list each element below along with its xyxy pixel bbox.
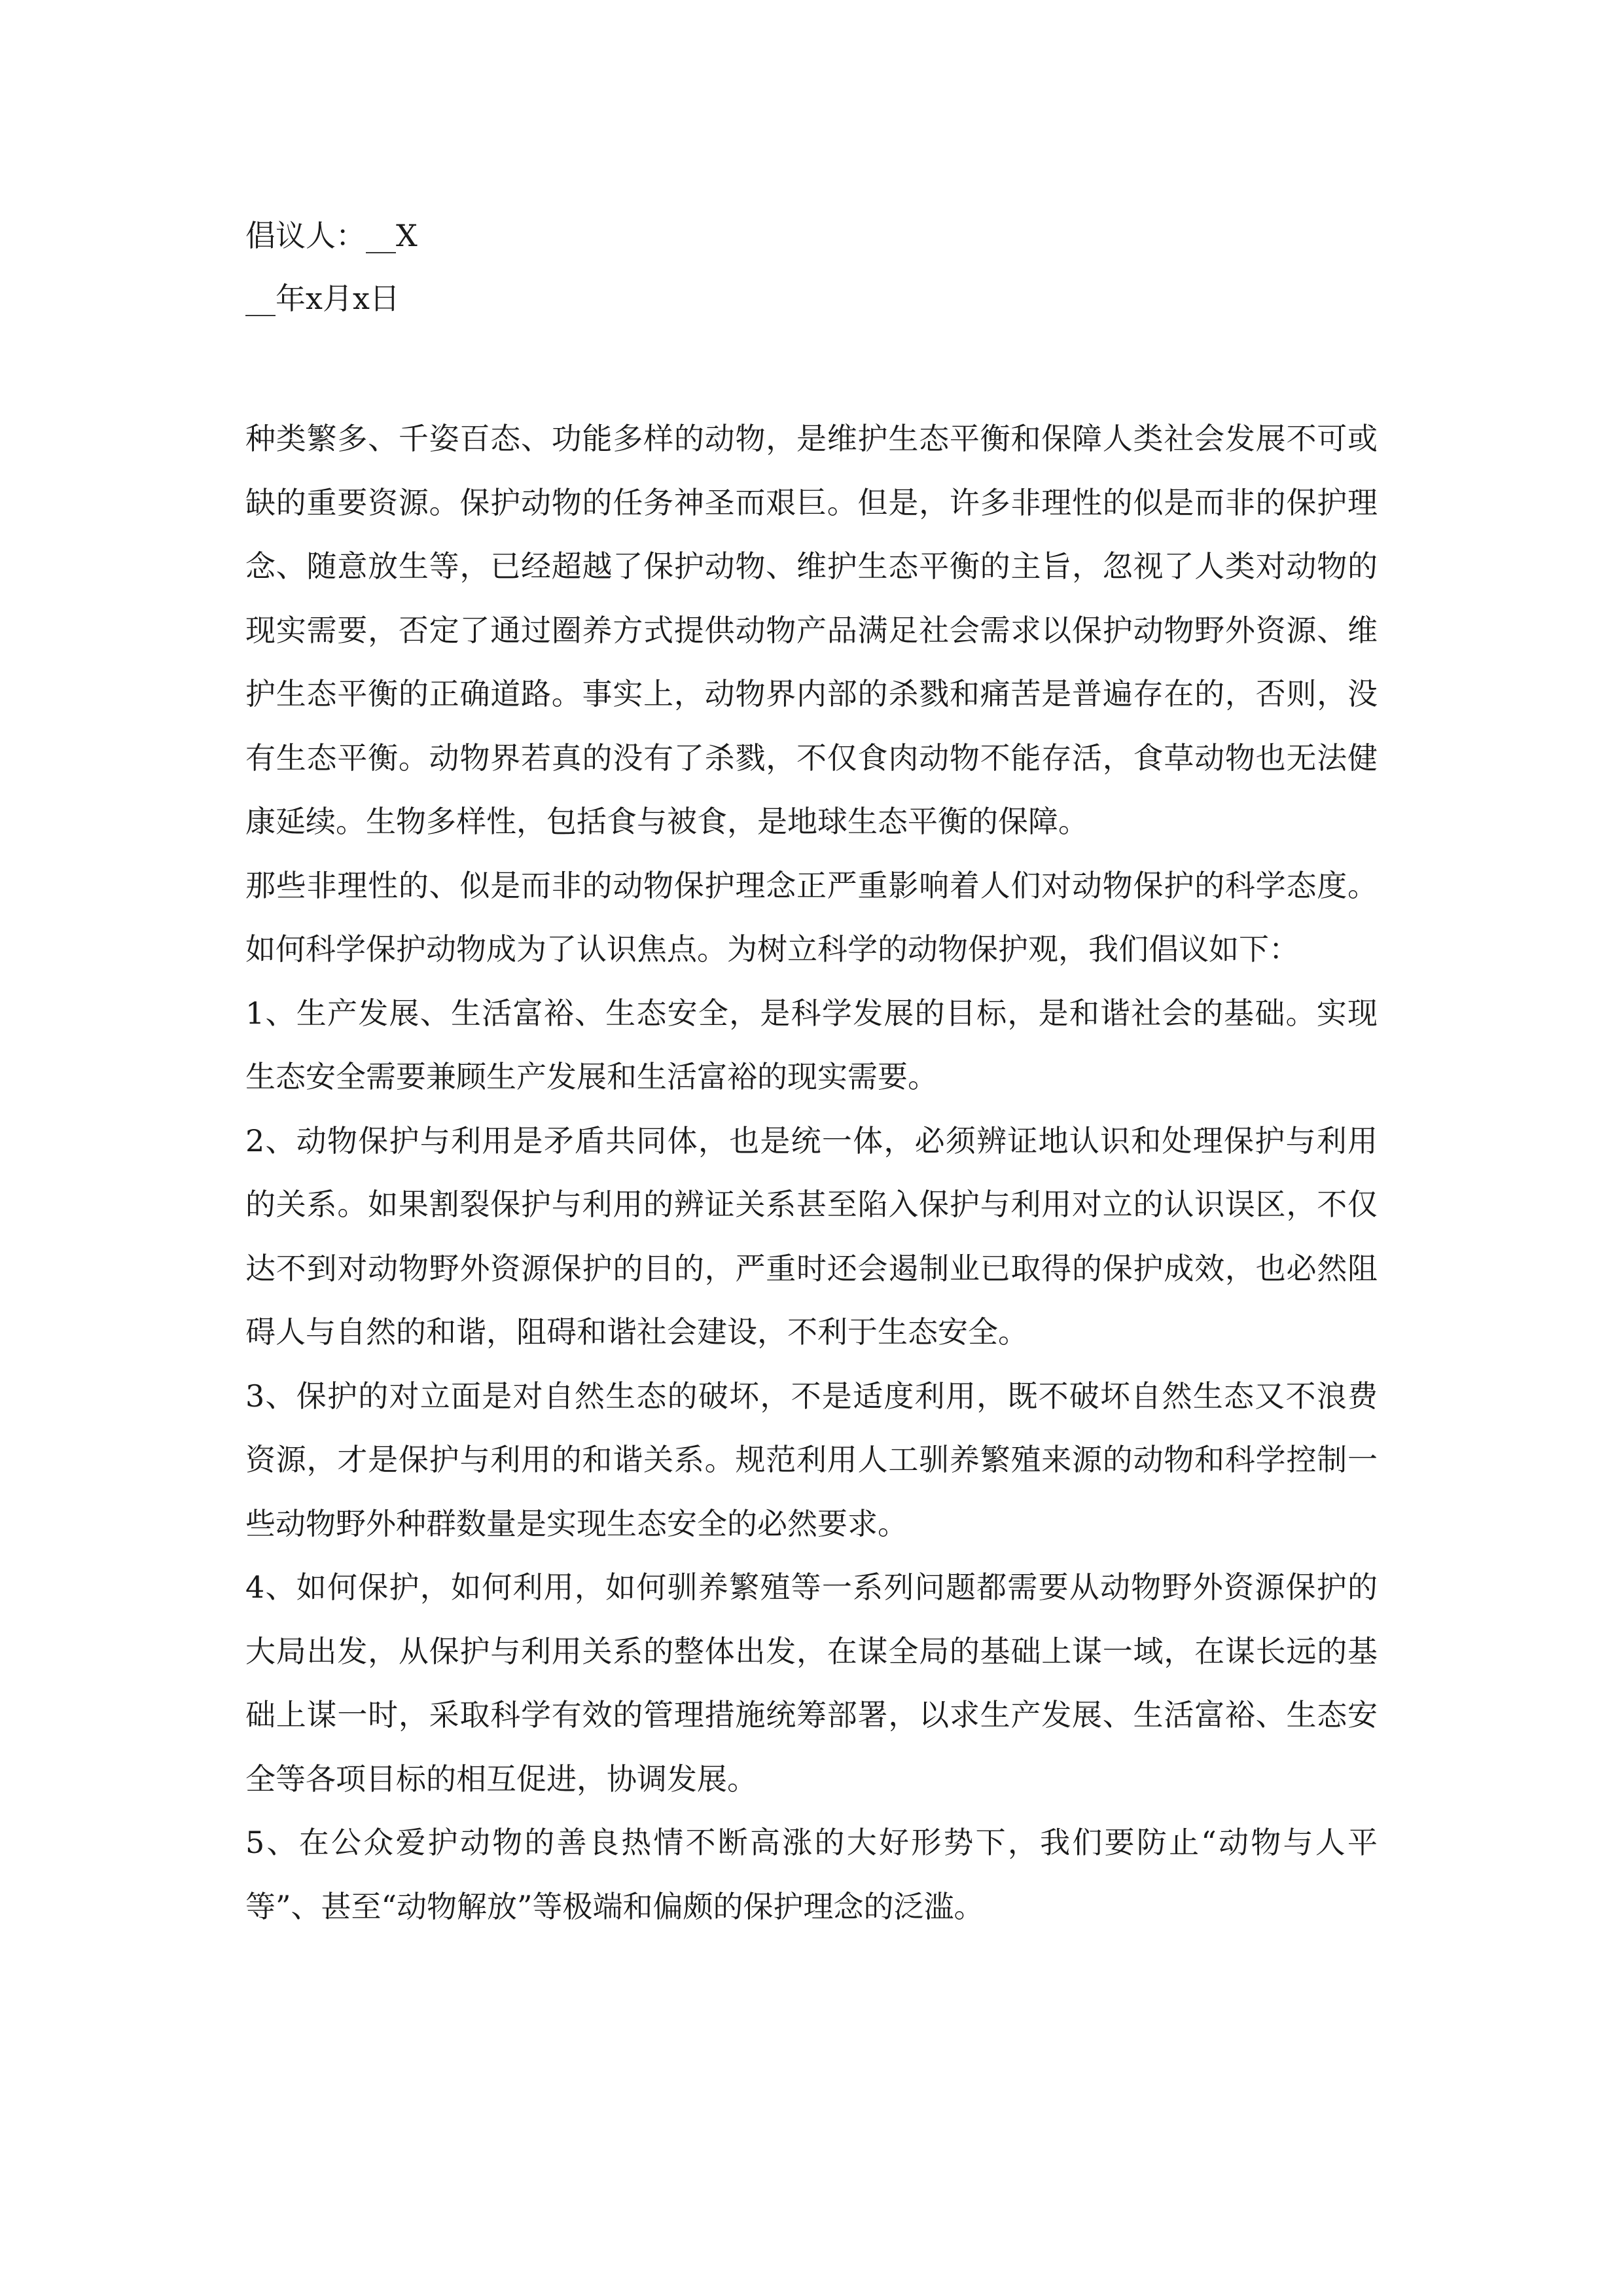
initiator-line: 倡议人：__X xyxy=(245,218,418,253)
document-page xyxy=(245,204,1378,1939)
date-line: __年x月x日 xyxy=(245,281,400,316)
proposal-item-3: 3、保护的对立面是对自然生态的破坏，不是适度利用，既不破坏自然生态又不浪费资源，才是保护与利用的和谐关系。规范利用人工驯养繁殖来源的动物和科学控制一些动物野外种群数量是实现生态安全的必然要求。 xyxy=(245,1378,1378,1541)
proposal-item-2: 2、动物保护与利用是矛盾共同体，也是统一体，必须辨证地认识和处理保护与利用的关系。如果割裂保护与利用的辨证关系甚至陷入保护与利用对立的认识误区，不仅达不到对动物野外资源保护的目的，严重时还会遏制业已取得的保护成效，也必然阻碍人与自然的和谐，阻碍和谐社会建设，不利于生态安全。 xyxy=(245,1122,1378,1350)
proposal-intro-paragraph: 那些非理性的、似是而非的动物保护理念正严重影响着人们对动物保护的科学态度。如何科学保护动物成为了认识焦点。为树立科学的动物保护观，我们倡议如下： xyxy=(245,867,1378,967)
proposal-item-4: 4、如何保护，如何利用，如何驯养繁殖等一系列问题都需要从动物野外资源保护的大局出发，从保护与利用关系的整体出发，在谋全局的基础上谋一域，在谋长远的基础上谋一时，采取科学有效的管理措施统筹部署，以求生产发展、生活富裕、生态安全等各项目标的相互促进，协调发展。 xyxy=(245,1570,1378,1797)
proposal-item-1: 1、生产发展、生活富裕、生态安全，是科学发展的目标，是和谐社会的基础。实现生态安全需要兼顾生产发展和生活富裕的现实需要。 xyxy=(245,995,1378,1094)
section-gap xyxy=(245,330,1378,407)
intro-paragraph: 种类繁多、千姿百态、功能多样的动物，是维护生态平衡和保障人类社会发展不可或缺的重要资源。保护动物的任务神圣而艰巨。但是，许多非理性的似是而非的保护理念、随意放生等，已经超越了保护动物、维护生态平衡的主旨，忽视了人类对动物的现实需要，否定了通过圈养方式提供动物产品满足社会需求以保护动物野外资源、维护生态平衡的正确道路。事实上，动物界内部的杀戮和痛苦是普遍存在的，否则，没有生态平衡。动物界若真的没有了杀戮，不仅食肉动物不能存活，食草动物也无法健康延续。生物多样性，包括食与被食，是地球生态平衡的保障。 xyxy=(245,421,1378,839)
proposal-item-5: 5、在公众爱护动物的善良热情不断高涨的大好形势下，我们要防止“动物与人平等”、甚至“动物解放”等极端和偏颇的保护理念的泛滥。 xyxy=(245,1825,1378,1924)
